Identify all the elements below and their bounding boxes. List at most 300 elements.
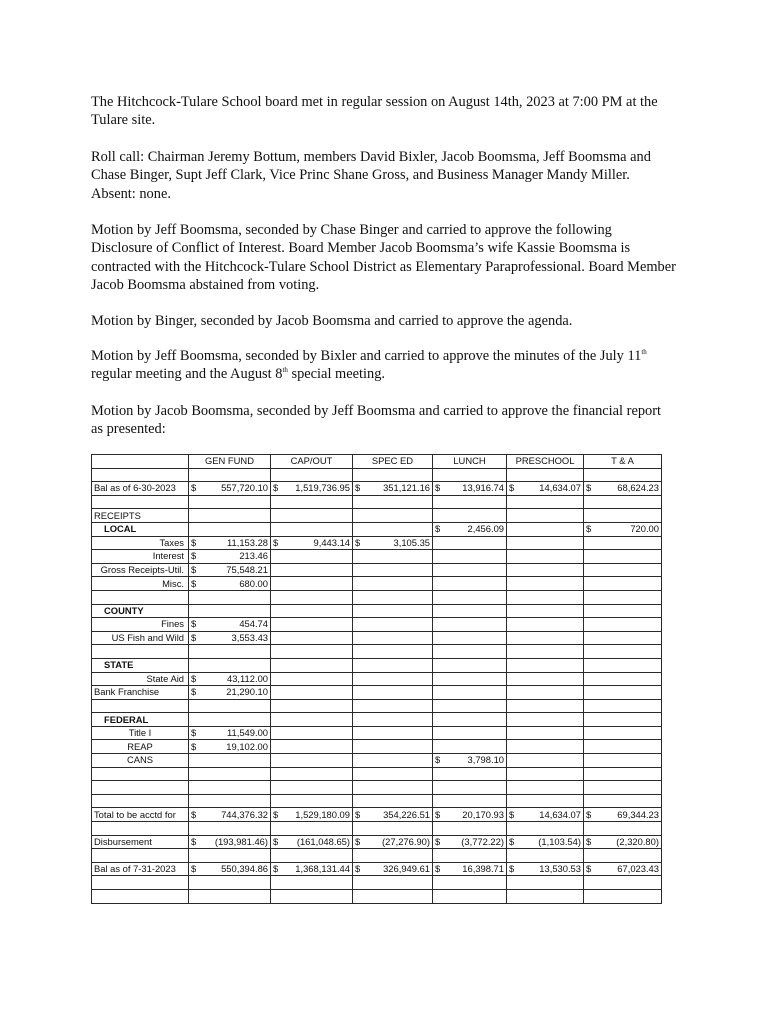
amount-value: 11,153.28 <box>226 536 268 548</box>
currency-sign: $ <box>586 863 592 875</box>
table-row <box>92 509 662 523</box>
table-row <box>92 522 662 536</box>
table-row <box>92 631 662 645</box>
row-label: Gross Receipts-Util. <box>92 563 189 577</box>
amount-cell <box>584 740 662 754</box>
amount-cell <box>507 604 584 618</box>
amount-cell <box>189 618 271 632</box>
amount-cell <box>189 563 271 577</box>
row-label: Bal as of 7-31-2023 <box>92 862 189 876</box>
amount-cell <box>189 509 271 523</box>
row-label: RECEIPTS <box>92 509 189 523</box>
table-row <box>92 577 662 591</box>
amount-cell <box>433 713 507 727</box>
amount-cell <box>271 740 353 754</box>
amount-cell <box>353 536 433 550</box>
amount-cell <box>507 618 584 632</box>
table-row <box>92 740 662 754</box>
amount-cell <box>353 563 433 577</box>
amount-value: 557,720.10 <box>221 482 268 494</box>
amount-cell <box>271 754 353 768</box>
amount-cell <box>584 699 662 713</box>
amount-cell <box>271 563 353 577</box>
amount-cell <box>433 658 507 672</box>
amount-cell <box>433 631 507 645</box>
amount-value: (1,103.54) <box>538 835 581 847</box>
row-label: LOCAL <box>92 522 189 536</box>
amount-cell <box>507 577 584 591</box>
table-row <box>92 767 662 781</box>
row-label: Bal as of 6-30-2023 <box>92 482 189 496</box>
amount-value: 3,553.43 <box>231 632 268 644</box>
amount-cell <box>584 658 662 672</box>
amount-value: 68,624.23 <box>617 482 659 494</box>
row-label: FEDERAL <box>92 713 189 727</box>
amount-value: 69,344.23 <box>617 808 659 820</box>
amount-cell <box>584 618 662 632</box>
table-row <box>92 754 662 768</box>
currency-sign: $ <box>509 863 515 875</box>
row-label: STATE <box>92 658 189 672</box>
currency-sign: $ <box>435 808 441 820</box>
amount-value: (3,772.22) <box>461 835 504 847</box>
row-label: COUNTY <box>92 604 189 618</box>
amount-cell <box>353 686 433 700</box>
amount-cell <box>507 658 584 672</box>
amount-value: 43,112.00 <box>226 672 268 684</box>
amount-cell <box>433 849 507 863</box>
row-label: Total to be acctd for <box>92 808 189 822</box>
amount-cell <box>507 590 584 604</box>
amount-cell <box>584 509 662 523</box>
minutes-text-b: regular meeting and the August 8 <box>91 366 283 383</box>
amount-cell <box>433 822 507 836</box>
amount-cell <box>433 509 507 523</box>
amount-cell <box>507 631 584 645</box>
amount-cell <box>584 522 662 536</box>
amount-value: 9,443.14 <box>313 536 350 548</box>
header-preschool: PRESCHOOL <box>507 455 584 469</box>
amount-cell <box>433 604 507 618</box>
amount-cell <box>353 645 433 659</box>
amount-value: 21,290.10 <box>226 686 268 698</box>
amount-value: 14,634.07 <box>539 808 581 820</box>
amount-cell <box>271 849 353 863</box>
amount-cell <box>189 726 271 740</box>
amount-cell <box>584 563 662 577</box>
amount-cell <box>271 686 353 700</box>
currency-sign: $ <box>191 727 197 739</box>
amount-cell <box>433 536 507 550</box>
amount-value: 744,376.32 <box>221 808 268 820</box>
header-spec-ed: SPEC ED <box>353 455 433 469</box>
amount-cell <box>271 835 353 849</box>
table-row <box>92 808 662 822</box>
amount-cell <box>271 550 353 564</box>
amount-cell <box>353 781 433 795</box>
amount-cell <box>271 794 353 808</box>
row-label: US Fish and Wild <box>92 631 189 645</box>
amount-cell <box>353 794 433 808</box>
amount-cell <box>584 604 662 618</box>
amount-cell <box>507 522 584 536</box>
amount-cell <box>584 794 662 808</box>
row-label: Fines <box>92 618 189 632</box>
amount-cell <box>189 604 271 618</box>
currency-sign: $ <box>273 835 279 847</box>
table-row <box>92 468 662 482</box>
amount-cell <box>271 672 353 686</box>
amount-cell <box>353 822 433 836</box>
amount-cell <box>189 822 271 836</box>
currency-sign: $ <box>586 482 592 494</box>
header-label-cell <box>92 455 189 469</box>
header-t-and-a: T & A <box>584 455 662 469</box>
amount-cell <box>353 604 433 618</box>
table-row <box>92 794 662 808</box>
currency-sign: $ <box>191 564 197 576</box>
currency-sign: $ <box>355 536 361 548</box>
header-lunch: LUNCH <box>433 455 507 469</box>
amount-cell <box>353 876 433 890</box>
currency-sign: $ <box>191 632 197 644</box>
amount-value: 3,105.35 <box>393 536 430 548</box>
amount-cell <box>353 550 433 564</box>
currency-sign: $ <box>191 863 197 875</box>
amount-value: 3,798.10 <box>467 754 504 766</box>
row-label: Interest <box>92 550 189 564</box>
row-label <box>92 767 189 781</box>
table-row <box>92 781 662 795</box>
table-row <box>92 563 662 577</box>
amount-value: 13,530.53 <box>539 863 581 875</box>
amount-cell <box>189 550 271 564</box>
amount-value: (27,276.90) <box>382 835 430 847</box>
amount-cell <box>433 876 507 890</box>
amount-cell <box>189 754 271 768</box>
amount-cell <box>507 645 584 659</box>
amount-cell <box>584 862 662 876</box>
amount-cell <box>584 767 662 781</box>
amount-cell <box>433 672 507 686</box>
amount-cell <box>507 808 584 822</box>
row-label: Taxes <box>92 536 189 550</box>
amount-cell <box>584 468 662 482</box>
row-label <box>92 890 189 904</box>
currency-sign: $ <box>509 808 515 820</box>
amount-cell <box>353 740 433 754</box>
row-label: CANS <box>92 754 189 768</box>
amount-cell <box>433 726 507 740</box>
amount-value: 16,398.71 <box>462 863 504 875</box>
amount-cell <box>189 849 271 863</box>
amount-cell <box>271 658 353 672</box>
amount-cell <box>353 631 433 645</box>
amount-cell <box>271 713 353 727</box>
amount-cell <box>433 563 507 577</box>
table-row <box>92 835 662 849</box>
amount-cell <box>189 645 271 659</box>
amount-cell <box>507 686 584 700</box>
currency-sign: $ <box>191 550 197 562</box>
amount-cell <box>353 808 433 822</box>
table-row <box>92 658 662 672</box>
amount-value: 454.74 <box>239 618 268 630</box>
currency-sign: $ <box>191 808 197 820</box>
amount-cell <box>584 754 662 768</box>
amount-cell <box>584 645 662 659</box>
row-label: Misc. <box>92 577 189 591</box>
amount-value: 1,529,180.09 <box>295 808 350 820</box>
amount-value: (2,320.80) <box>616 835 659 847</box>
currency-sign: $ <box>355 863 361 875</box>
row-label: State Aid <box>92 672 189 686</box>
amount-cell <box>189 767 271 781</box>
amount-cell <box>189 495 271 509</box>
amount-cell <box>507 849 584 863</box>
amount-cell <box>189 468 271 482</box>
amount-cell <box>507 862 584 876</box>
minutes-text-c: special meeting. <box>287 366 385 383</box>
currency-sign: $ <box>509 835 515 847</box>
currency-sign: $ <box>435 482 441 494</box>
currency-sign: $ <box>191 577 197 589</box>
amount-cell <box>584 686 662 700</box>
amount-cell <box>189 699 271 713</box>
amount-cell <box>507 767 584 781</box>
amount-cell <box>189 740 271 754</box>
amount-cell <box>271 509 353 523</box>
amount-cell <box>189 876 271 890</box>
currency-sign: $ <box>191 672 197 684</box>
amount-cell <box>271 890 353 904</box>
amount-cell <box>433 686 507 700</box>
currency-sign: $ <box>355 482 361 494</box>
amount-cell <box>189 713 271 727</box>
amount-cell <box>507 726 584 740</box>
currency-sign: $ <box>191 740 197 752</box>
amount-cell <box>271 618 353 632</box>
table-row <box>92 590 662 604</box>
currency-sign: $ <box>273 863 279 875</box>
amount-cell <box>271 468 353 482</box>
currency-sign: $ <box>273 482 279 494</box>
table-row <box>92 495 662 509</box>
financial-report-body <box>92 455 662 904</box>
amount-cell <box>507 890 584 904</box>
table-row <box>92 890 662 904</box>
amount-value: 550,394.86 <box>221 863 268 875</box>
amount-cell <box>353 890 433 904</box>
amount-cell <box>433 740 507 754</box>
amount-cell <box>433 794 507 808</box>
header-gen-fund: GEN FUND <box>189 455 271 469</box>
amount-value: 326,949.61 <box>383 863 430 875</box>
amount-cell <box>433 890 507 904</box>
currency-sign: $ <box>586 523 592 535</box>
amount-value: 213.46 <box>239 550 268 562</box>
paragraph-conflict-motion: Motion by Jeff Boomsma, seconded by Chase Binger and carried to approve the following Disclosure of Conflict of Interest. Board Member Jacob Boomsma’s wife Kassie Boomsma is contracted with the Hitchcock-Tulare School District as Elementary Paraprofessional. Board Member Jacob Boomsma abstained from voting. <box>91 222 676 293</box>
row-label <box>92 495 189 509</box>
amount-cell <box>353 577 433 591</box>
amount-cell <box>189 808 271 822</box>
amount-cell <box>507 740 584 754</box>
row-label <box>92 645 189 659</box>
amount-cell <box>271 862 353 876</box>
amount-cell <box>271 536 353 550</box>
amount-value: 67,023.43 <box>617 863 659 875</box>
amount-cell <box>353 835 433 849</box>
amount-value: 14,634.07 <box>539 482 581 494</box>
amount-cell <box>189 658 271 672</box>
amount-cell <box>433 590 507 604</box>
table-row <box>92 699 662 713</box>
amount-value: 75,548.21 <box>226 564 268 576</box>
amount-cell <box>189 577 271 591</box>
table-row <box>92 645 662 659</box>
amount-cell <box>433 862 507 876</box>
amount-value: 354,226.51 <box>383 808 430 820</box>
amount-cell <box>433 550 507 564</box>
amount-cell <box>584 835 662 849</box>
header-cap-out: CAP/OUT <box>271 455 353 469</box>
amount-cell <box>584 536 662 550</box>
amount-cell <box>584 482 662 496</box>
amount-value: 680.00 <box>239 577 268 589</box>
amount-cell <box>433 482 507 496</box>
amount-cell <box>507 550 584 564</box>
amount-cell <box>584 495 662 509</box>
amount-cell <box>507 754 584 768</box>
amount-cell <box>271 808 353 822</box>
amount-cell <box>189 672 271 686</box>
amount-value: 11,549.00 <box>226 727 268 739</box>
currency-sign: $ <box>435 523 441 535</box>
amount-cell <box>189 536 271 550</box>
amount-value: 13,916.74 <box>462 482 504 494</box>
amount-cell <box>271 495 353 509</box>
row-label: Title I <box>92 726 189 740</box>
amount-cell <box>507 876 584 890</box>
table-row <box>92 604 662 618</box>
amount-value: 720.00 <box>630 523 659 535</box>
amount-cell <box>584 577 662 591</box>
amount-cell <box>507 468 584 482</box>
amount-cell <box>584 631 662 645</box>
amount-cell <box>189 631 271 645</box>
currency-sign: $ <box>273 808 279 820</box>
amount-cell <box>189 794 271 808</box>
amount-cell <box>507 509 584 523</box>
amount-cell <box>507 672 584 686</box>
amount-value: (161,048.65) <box>296 835 350 847</box>
table-row <box>92 686 662 700</box>
currency-sign: $ <box>509 482 515 494</box>
amount-cell <box>353 726 433 740</box>
amount-cell <box>271 590 353 604</box>
amount-value: (193,981.46) <box>214 835 268 847</box>
currency-sign: $ <box>586 808 592 820</box>
amount-cell <box>433 577 507 591</box>
financial-report-table <box>91 454 662 904</box>
amount-cell <box>353 849 433 863</box>
table-row <box>92 862 662 876</box>
amount-cell <box>507 699 584 713</box>
amount-value: 2,456.09 <box>467 523 504 535</box>
row-label: REAP <box>92 740 189 754</box>
amount-cell <box>507 835 584 849</box>
amount-cell <box>353 767 433 781</box>
amount-cell <box>271 522 353 536</box>
row-label <box>92 699 189 713</box>
row-label <box>92 781 189 795</box>
currency-sign: $ <box>435 863 441 875</box>
amount-cell <box>433 767 507 781</box>
table-row <box>92 550 662 564</box>
minutes-sup-b: th <box>282 366 288 375</box>
amount-cell <box>584 726 662 740</box>
currency-sign: $ <box>273 536 279 548</box>
paragraph-financial-motion: Motion by Jacob Boomsma, seconded by Jeff Boomsma and carried to approve the financial report as presented: <box>91 403 662 438</box>
amount-value: 1,519,736.95 <box>295 482 350 494</box>
amount-cell <box>433 808 507 822</box>
amount-cell <box>271 482 353 496</box>
amount-cell <box>584 876 662 890</box>
amount-cell <box>433 522 507 536</box>
amount-cell <box>353 495 433 509</box>
table-row <box>92 713 662 727</box>
table-row <box>92 822 662 836</box>
amount-cell <box>353 699 433 713</box>
table-row <box>92 536 662 550</box>
amount-cell <box>353 618 433 632</box>
amount-cell <box>433 835 507 849</box>
amount-cell <box>353 658 433 672</box>
amount-cell <box>507 563 584 577</box>
amount-cell <box>189 522 271 536</box>
paragraph-agenda-motion: Motion by Binger, seconded by Jacob Boomsma and carried to approve the agenda. <box>91 313 573 329</box>
paragraph-minutes-motion <box>91 347 676 384</box>
amount-value: 351,121.16 <box>383 482 430 494</box>
currency-sign: $ <box>191 482 197 494</box>
amount-cell <box>507 781 584 795</box>
amount-cell <box>189 781 271 795</box>
amount-cell <box>584 890 662 904</box>
paragraph-roll-call: Roll call: Chairman Jeremy Bottum, members David Bixler, Jacob Boomsma, Jeff Boomsma and Chase Binger, Supt Jeff Clark, Vice Princ Shane Gross, and Business Manager Mandy Miller. Absent: none. <box>91 149 651 202</box>
amount-cell <box>507 495 584 509</box>
amount-value: 19,102.00 <box>226 740 268 752</box>
currency-sign: $ <box>355 835 361 847</box>
row-label <box>92 468 189 482</box>
row-label: Bank Franchise <box>92 686 189 700</box>
amount-cell <box>353 754 433 768</box>
amount-cell <box>353 713 433 727</box>
currency-sign: $ <box>355 808 361 820</box>
amount-cell <box>507 822 584 836</box>
amount-cell <box>433 754 507 768</box>
table-row <box>92 849 662 863</box>
amount-cell <box>584 550 662 564</box>
amount-cell <box>271 822 353 836</box>
amount-cell <box>433 781 507 795</box>
amount-cell <box>433 645 507 659</box>
amount-cell <box>189 862 271 876</box>
currency-sign: $ <box>435 835 441 847</box>
currency-sign: $ <box>586 835 592 847</box>
amount-value: 1,368,131.44 <box>295 863 350 875</box>
row-label <box>92 822 189 836</box>
table-row <box>92 618 662 632</box>
